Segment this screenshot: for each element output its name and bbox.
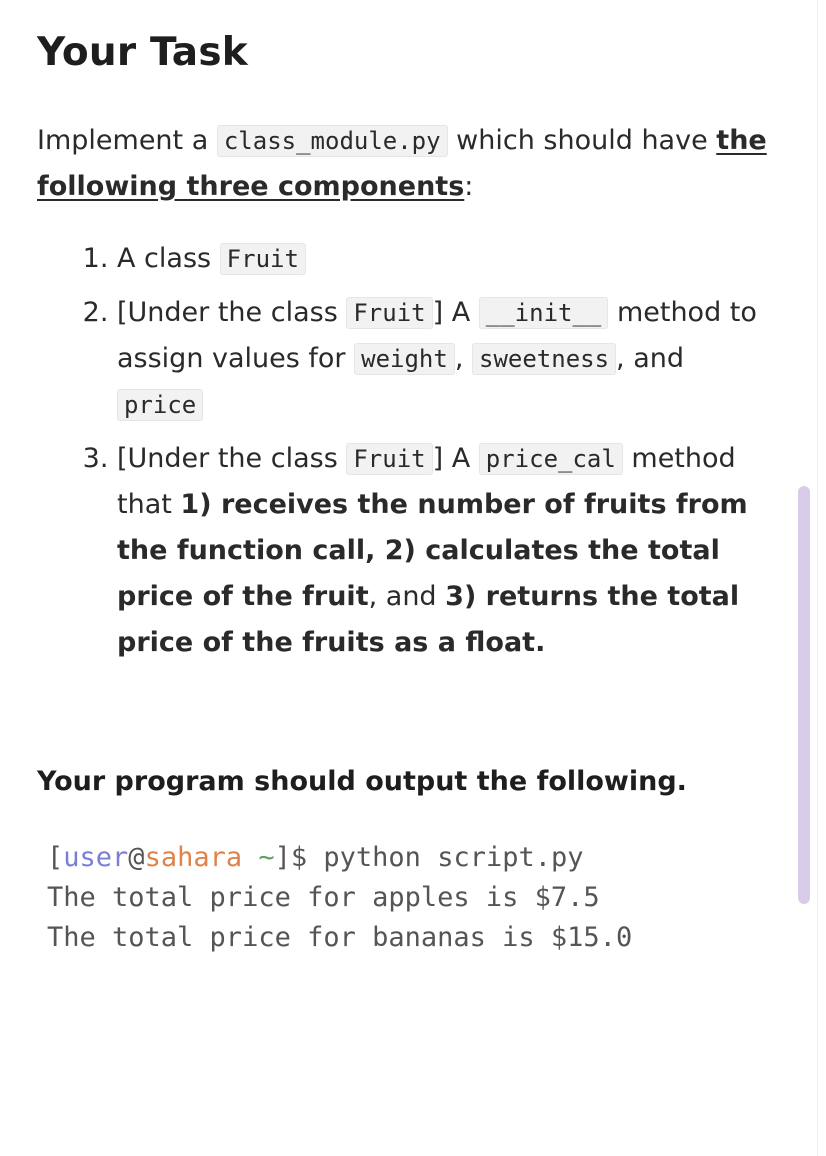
prompt-tilde: ~	[258, 842, 275, 873]
terminal-line-apples: The total price for apples is $7.5	[47, 882, 600, 913]
scrollbar-thumb[interactable]	[798, 486, 810, 904]
step3-bold-d: 3) returns the total price of the fruits as a float.	[117, 581, 740, 658]
step2-text-c: method to assign values for	[117, 297, 757, 374]
step2-text-e: , and	[616, 343, 685, 374]
fruit-class-code: Fruit	[346, 297, 432, 329]
prompt-host: sahara	[144, 842, 243, 873]
prompt-user: user	[63, 842, 129, 873]
prompt-bracket: [	[47, 842, 64, 873]
prompt-space	[242, 842, 258, 873]
prompt-at: @	[128, 842, 145, 873]
price-cal-method-code: price_cal	[479, 443, 623, 475]
terminal-output	[47, 838, 632, 958]
intro-paragraph	[37, 118, 777, 210]
step3-bold-c: 1) receives the number of fruits from the function call, 2) calculates the total price of the fruit	[117, 489, 748, 612]
list-item-class	[117, 236, 777, 282]
price-code: price	[117, 389, 203, 421]
step2-text-d: ,	[454, 343, 472, 374]
step3-text-c: method that	[117, 443, 736, 520]
prompt-command: ]$ python script.py	[274, 842, 584, 873]
page-title: Your Task	[37, 30, 248, 75]
intro-suffix: :	[464, 171, 474, 202]
step2-text-b: ] A	[432, 297, 479, 328]
terminal-line-bananas: The total price for bananas is $15.0	[47, 922, 633, 953]
sweetness-code: sweetness	[472, 343, 616, 375]
intro-prefix: Implement a	[37, 125, 217, 156]
scrollbar-track[interactable]	[817, 0, 826, 1156]
init-method-code: __init__	[479, 297, 609, 329]
output-heading: Your program should output the following.	[37, 766, 687, 797]
intro-middle: which should have	[447, 125, 717, 156]
step3-text-a: [Under the class	[117, 443, 347, 474]
list-item-init	[117, 290, 777, 428]
step3-text-d: , and	[368, 581, 446, 612]
step3-text-b: ] A	[432, 443, 479, 474]
fruit-class-code: Fruit	[346, 443, 432, 475]
list-item-price-cal	[117, 436, 777, 666]
step2-text-a: [Under the class	[117, 297, 347, 328]
weight-code: weight	[354, 343, 455, 375]
intro-emphasis: the following three components	[37, 125, 767, 202]
components-list	[83, 236, 777, 674]
step1-text: A class	[117, 243, 220, 274]
terminal-prompt-line	[47, 838, 632, 878]
module-name-code: class_module.py	[217, 125, 448, 157]
fruit-class-code: Fruit	[220, 243, 306, 275]
